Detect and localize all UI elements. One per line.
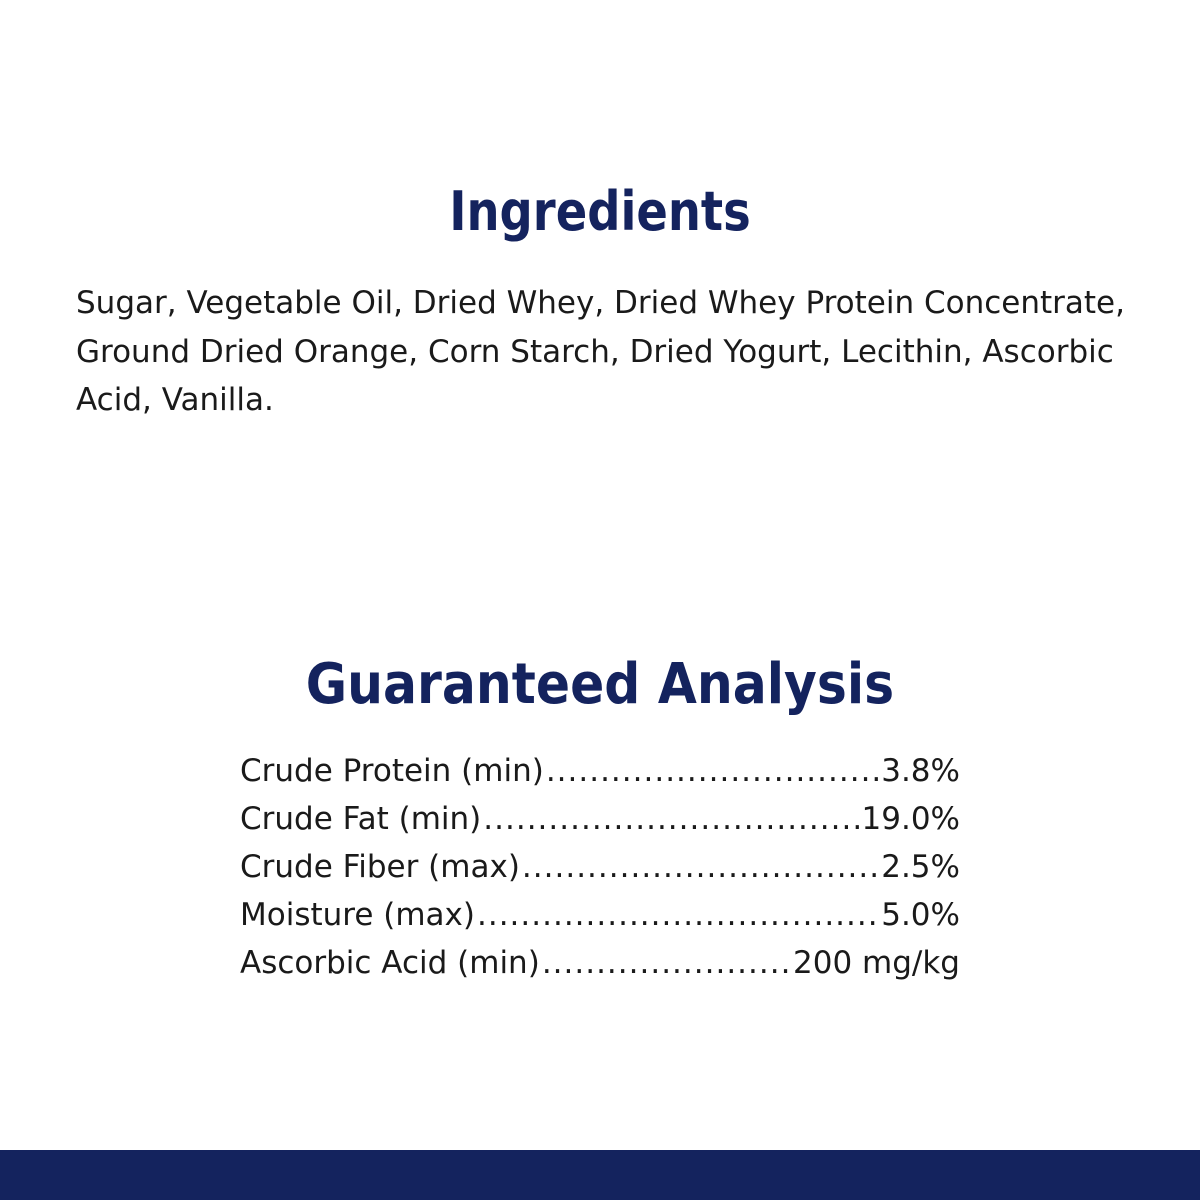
analysis-row-crude-fat <box>240 795 960 843</box>
ingredients-heading: Ingredients <box>449 180 751 243</box>
analysis-row-crude-fiber <box>240 843 960 891</box>
analysis-row-ascorbic-acid <box>240 939 960 987</box>
analysis-name: Crude Fat (min) <box>240 801 482 837</box>
analysis-name: Crude Protein (min) <box>240 753 544 789</box>
analysis-value: 5.0% <box>881 897 960 933</box>
analysis-value: 2.5% <box>881 849 960 885</box>
analysis-name: Crude Fiber (max) <box>240 849 520 885</box>
analysis-row-crude-protein <box>240 747 960 795</box>
dot-leader <box>477 891 879 939</box>
analysis-value: 3.8% <box>881 753 960 789</box>
dot-leader <box>522 843 879 891</box>
analysis-table <box>240 747 960 987</box>
dot-leader <box>542 939 791 987</box>
analysis-row-moisture <box>240 891 960 939</box>
analysis-value: 19.0% <box>861 801 960 837</box>
ingredients-list: Sugar, Vegetable Oil, Dried Whey, Dried Whey Protein Concentrate, Ground Dried Orange, Corn Starch, Dried Yogurt, Lecithin, Ascorbic Acid, Vanilla. <box>76 285 1125 418</box>
bottom-band <box>0 1150 1200 1200</box>
dot-leader <box>546 747 879 795</box>
guaranteed-analysis-heading: Guaranteed Analysis <box>305 652 895 717</box>
analysis-name: Ascorbic Acid (min) <box>240 945 540 981</box>
analysis-name: Moisture (max) <box>240 897 475 933</box>
analysis-value: 200 mg/kg <box>793 945 960 981</box>
dot-leader <box>483 795 859 843</box>
